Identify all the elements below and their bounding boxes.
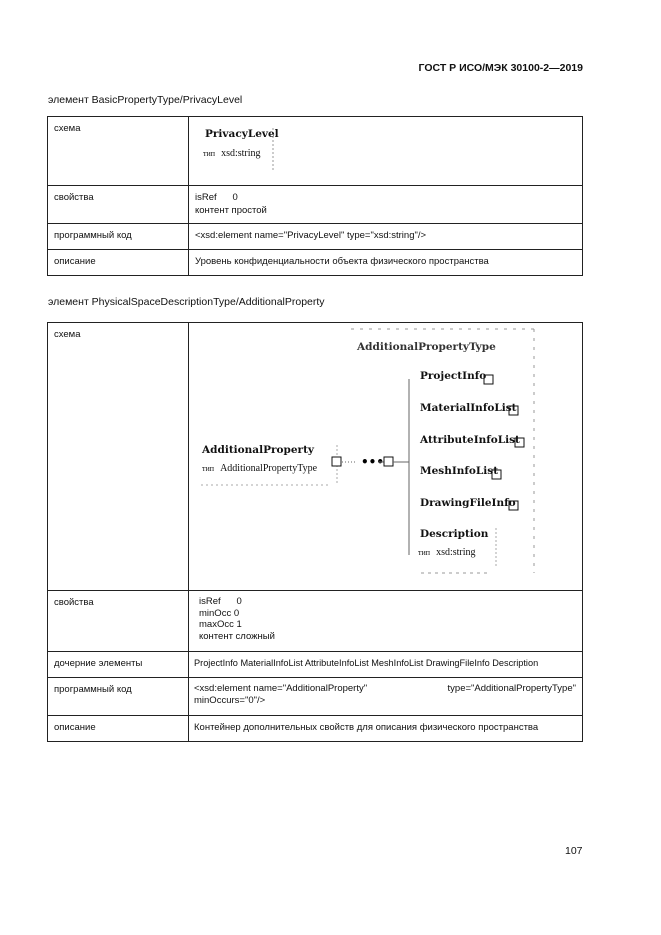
description-value: Уровень конфиденциальности объекта физического пространства: [189, 250, 583, 276]
element-type: [202, 462, 317, 475]
code-part-left: <xsd:element name="AdditionalProperty": [194, 683, 368, 694]
page-number: 107: [565, 845, 583, 857]
code-line-2: minOccurs="0"/>: [194, 694, 266, 706]
type-value: xsd:string: [436, 547, 476, 558]
child-element-description: [420, 528, 488, 559]
content-value: контент простой: [195, 205, 267, 216]
description-label: описание: [48, 250, 189, 276]
element-name: Description: [420, 528, 489, 540]
code-line-1: [194, 683, 576, 695]
child-element-attribute-info-list[interactable]: AttributeInfoList: [420, 434, 520, 446]
children-value: ProjectInfo MaterialInfoList AttributeInfoList MeshInfoList DrawingFileInfo Description: [189, 652, 583, 678]
code-part-right: type="AdditionalPropertyType": [447, 683, 576, 694]
section2-title: элемент PhysicalSpaceDescriptionType/AdditionalProperty: [48, 296, 325, 308]
description-value: Контейнер дополнительных свойств для описания физического пространства: [189, 716, 583, 742]
privacy-level-node: [205, 124, 279, 160]
type-prefix: тип: [203, 149, 216, 158]
properties-label: свойства: [48, 591, 189, 652]
code-label: программный код: [48, 224, 189, 250]
child-element-project-info[interactable]: ProjectInfo: [420, 370, 487, 382]
element-type: [203, 147, 279, 160]
code-row: [48, 678, 583, 716]
main-element-node: [202, 444, 317, 475]
description-row: [48, 716, 583, 742]
element-type: [418, 546, 488, 559]
properties-row: [48, 591, 583, 652]
content-value: контент сложный: [199, 630, 275, 642]
properties-cell: [189, 186, 583, 224]
additional-property-table: [47, 322, 583, 742]
schema-cell: [189, 117, 583, 186]
child-element-mesh-info-list[interactable]: MeshInfoList: [420, 465, 499, 477]
group-title: [357, 341, 496, 354]
type-prefix: тип: [418, 548, 431, 557]
child-element-drawing-file-info[interactable]: DrawingFileInfo: [420, 497, 516, 509]
section1-title: элемент BasicPropertyType/PrivacyLevel: [48, 94, 243, 106]
description-label: описание: [48, 716, 189, 742]
schema-cell: [189, 323, 583, 591]
group-title-text: AdditionalPropertyType: [357, 341, 496, 353]
properties-cell: [189, 591, 583, 652]
element-name: PrivacyLevel: [205, 128, 279, 140]
code-cell: [189, 678, 583, 716]
schema-label: схема: [48, 323, 189, 591]
schema-row: [48, 323, 583, 591]
privacy-level-table: [47, 116, 583, 276]
type-prefix: тип: [202, 464, 215, 473]
sequence-box-icon: [384, 457, 393, 466]
code-row: [48, 224, 583, 250]
children-label: дочерние элементы: [48, 652, 189, 678]
standard-header: ГОСТ Р ИСО/МЭК 30100-2—2019: [418, 62, 583, 74]
element-name: AdditionalProperty: [202, 444, 315, 456]
children-row: [48, 652, 583, 678]
maxocc-value: maxOcc 1: [199, 619, 242, 630]
type-value: AdditionalPropertyType: [220, 463, 318, 474]
description-row: [48, 250, 583, 276]
properties-label: свойства: [48, 186, 189, 224]
properties-row: [48, 186, 583, 224]
child-element-material-info-list[interactable]: MaterialInfoList: [420, 402, 517, 414]
isref-value: isRef 0: [199, 596, 242, 607]
type-value: xsd:string: [221, 148, 261, 159]
minocc-value: minOcc 0: [199, 607, 240, 619]
expand-box-icon[interactable]: [332, 457, 341, 466]
sequence-compositor-icon: •••: [361, 455, 385, 469]
schema-label: схема: [48, 117, 189, 186]
schema-row: [48, 117, 583, 186]
code-value: <xsd:element name="PrivacyLevel" type="xsd:string"/>: [189, 224, 583, 250]
code-label: программный код: [48, 678, 189, 716]
isref-value: isRef 0: [195, 192, 238, 203]
